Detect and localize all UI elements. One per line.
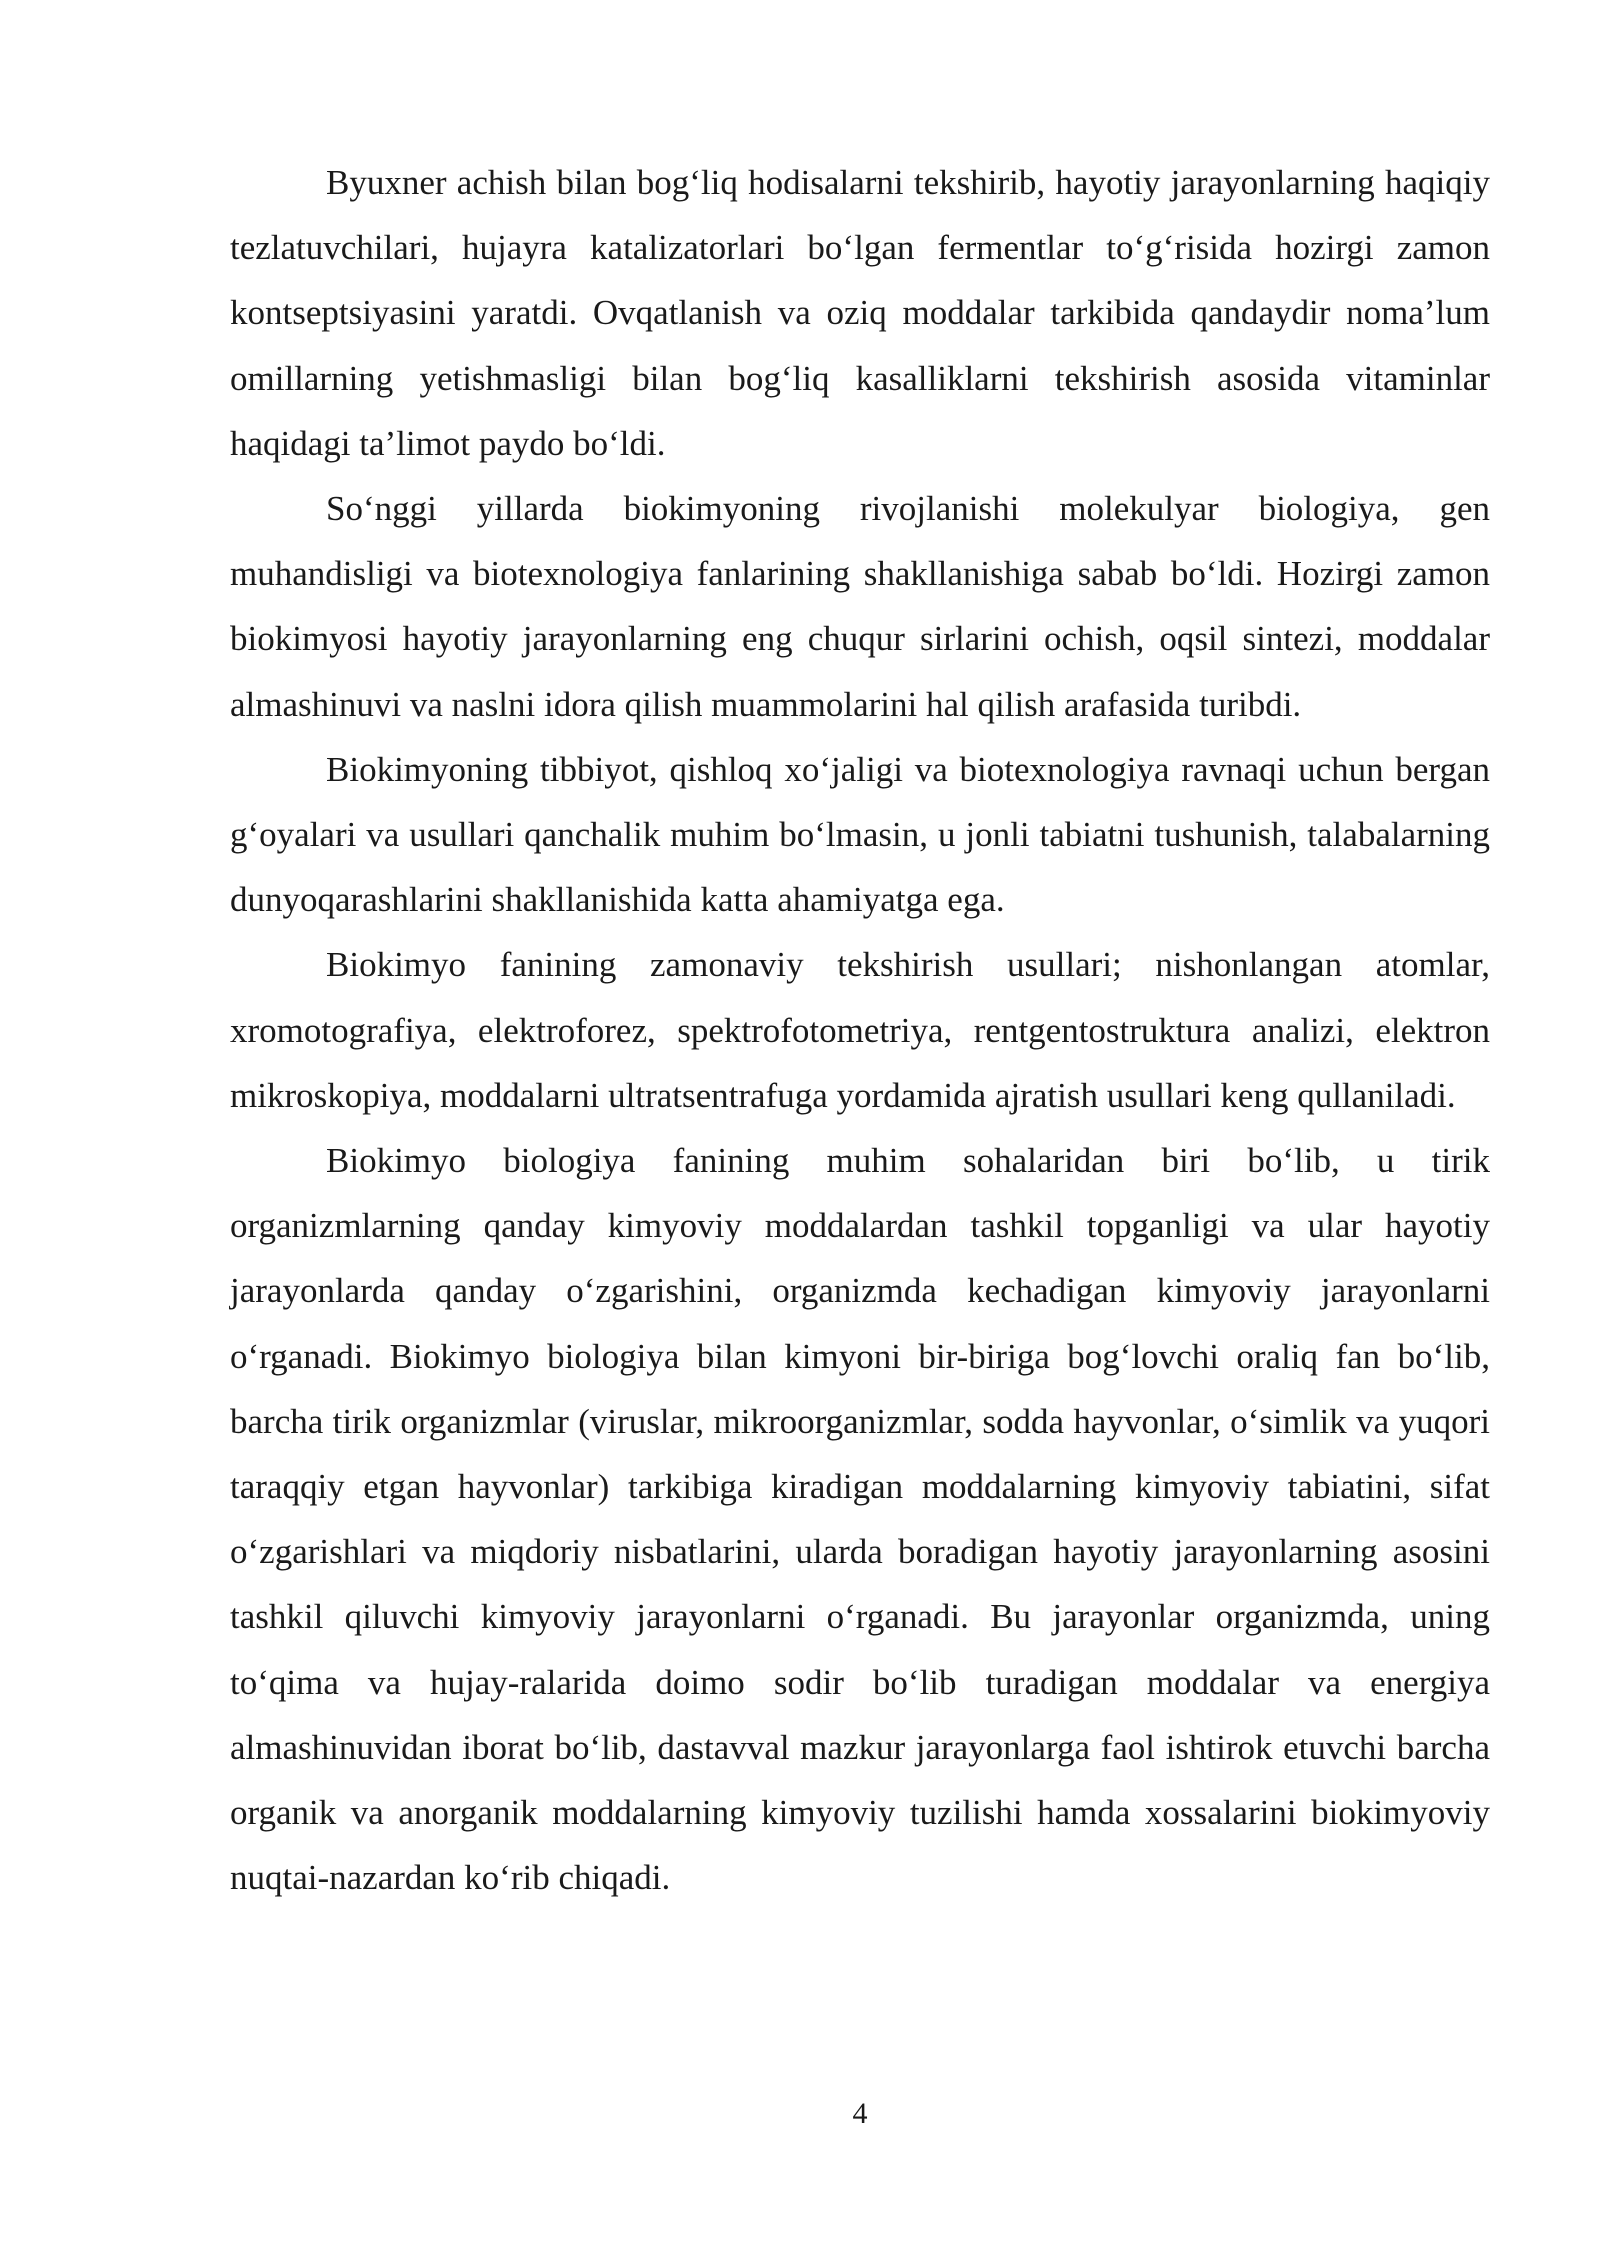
paragraph-4: Biokimyo fanining zamonaviy tekshirish usullari; nishonlangan atomlar, xromotografiya, elektroforez, spektrofotometriya, rentgentostruktura analizi, elektron mikroskopiya, moddalarni ultratsentrafuga yordamida ajratish usullari keng qullaniladi. bbox=[230, 945, 1490, 1115]
page-number: 4 bbox=[852, 2097, 868, 2130]
paragraph-1: Byuxner achish bilan bog‘liq hodisalarni tekshirib, hayotiy jarayonlarning haqiqiy tezlatuvchilari, hujayra katalizatorlari bo‘lgan fermentlar to‘g‘risida hozirgi zamon kontseptsiyasini yaratdi. Ovqatlanish va oziq moddalar tarkibida qandaydir noma’lum omillarning yetishmasligi bilan bog‘liq kasalliklarni tekshirish asosida vitaminlar haqidagi ta’limot paydo bo‘ldi. bbox=[230, 163, 1490, 463]
paragraph-5: Biokimyo biologiya fanining muhim sohalaridan biri bo‘lib, u tirik organizmlarning qanday kimyoviy moddalardan tashkil topganligi va ular hayotiy jarayonlarda qanday o‘zgarishini, organizmda kechadigan kimyoviy jarayonlarni o‘rganadi. Biokimyo biologiya bilan kimyoni bir-biriga bog‘lovchi oraliq fan bo‘lib, barcha tirik organizmlar (viruslar, mikroorganizmlar, sodda hayvonlar, o‘simlik va yuqori taraqqiy etgan hayvonlar) tarkibiga kiradigan moddalarning kimyoviy tabiatini, sifat o‘zgarishlari va miqdoriy nisbatlarini, ularda boradigan hayotiy jarayonlarning asosini tashkil qiluvchi kimyoviy jarayonlarni o‘rganadi. Bu jarayonlar organizmda, uning to‘qima va hujay-ralarida doimo sodir bo‘lib turadigan moddalar va energiya almashinuvidan iborat bo‘lib, dastavval mazkur jarayonlarga faol ishtirok etuvchi barcha organik va anorganik moddalarning kimyoviy tuzilishi hamda xossalarini biokimyoviy nuqtai-nazardan ko‘rib chiqadi. bbox=[230, 1141, 1490, 1898]
body-text bbox=[230, 150, 1490, 1910]
paragraph-3: Biokimyoning tibbiyot, qishloq xo‘jaligi va biotexnologiya ravnaqi uchun bergan g‘oyalari va usullari qanchalik muhim bo‘lmasin, u jonli tabiatni tushunish, talabalarning dunyoqarashlarini shakllanishida katta ahamiyatga ega. bbox=[230, 749, 1490, 920]
paragraph-2: So‘nggi yillarda biokimyoning rivojlanishi molekulyar biologiya, gen muhandisligi va biotexnologiya fanlarining shakllanishiga sabab bo‘ldi. Hozirgi zamon biokimyosi hayotiy jarayonlarning eng chuqur sirlarini ochish, oqsil sintezi, moddalar almashinuvi va naslni idora qilish muammolarini hal qilish arafasida turibdi. bbox=[230, 489, 1490, 724]
